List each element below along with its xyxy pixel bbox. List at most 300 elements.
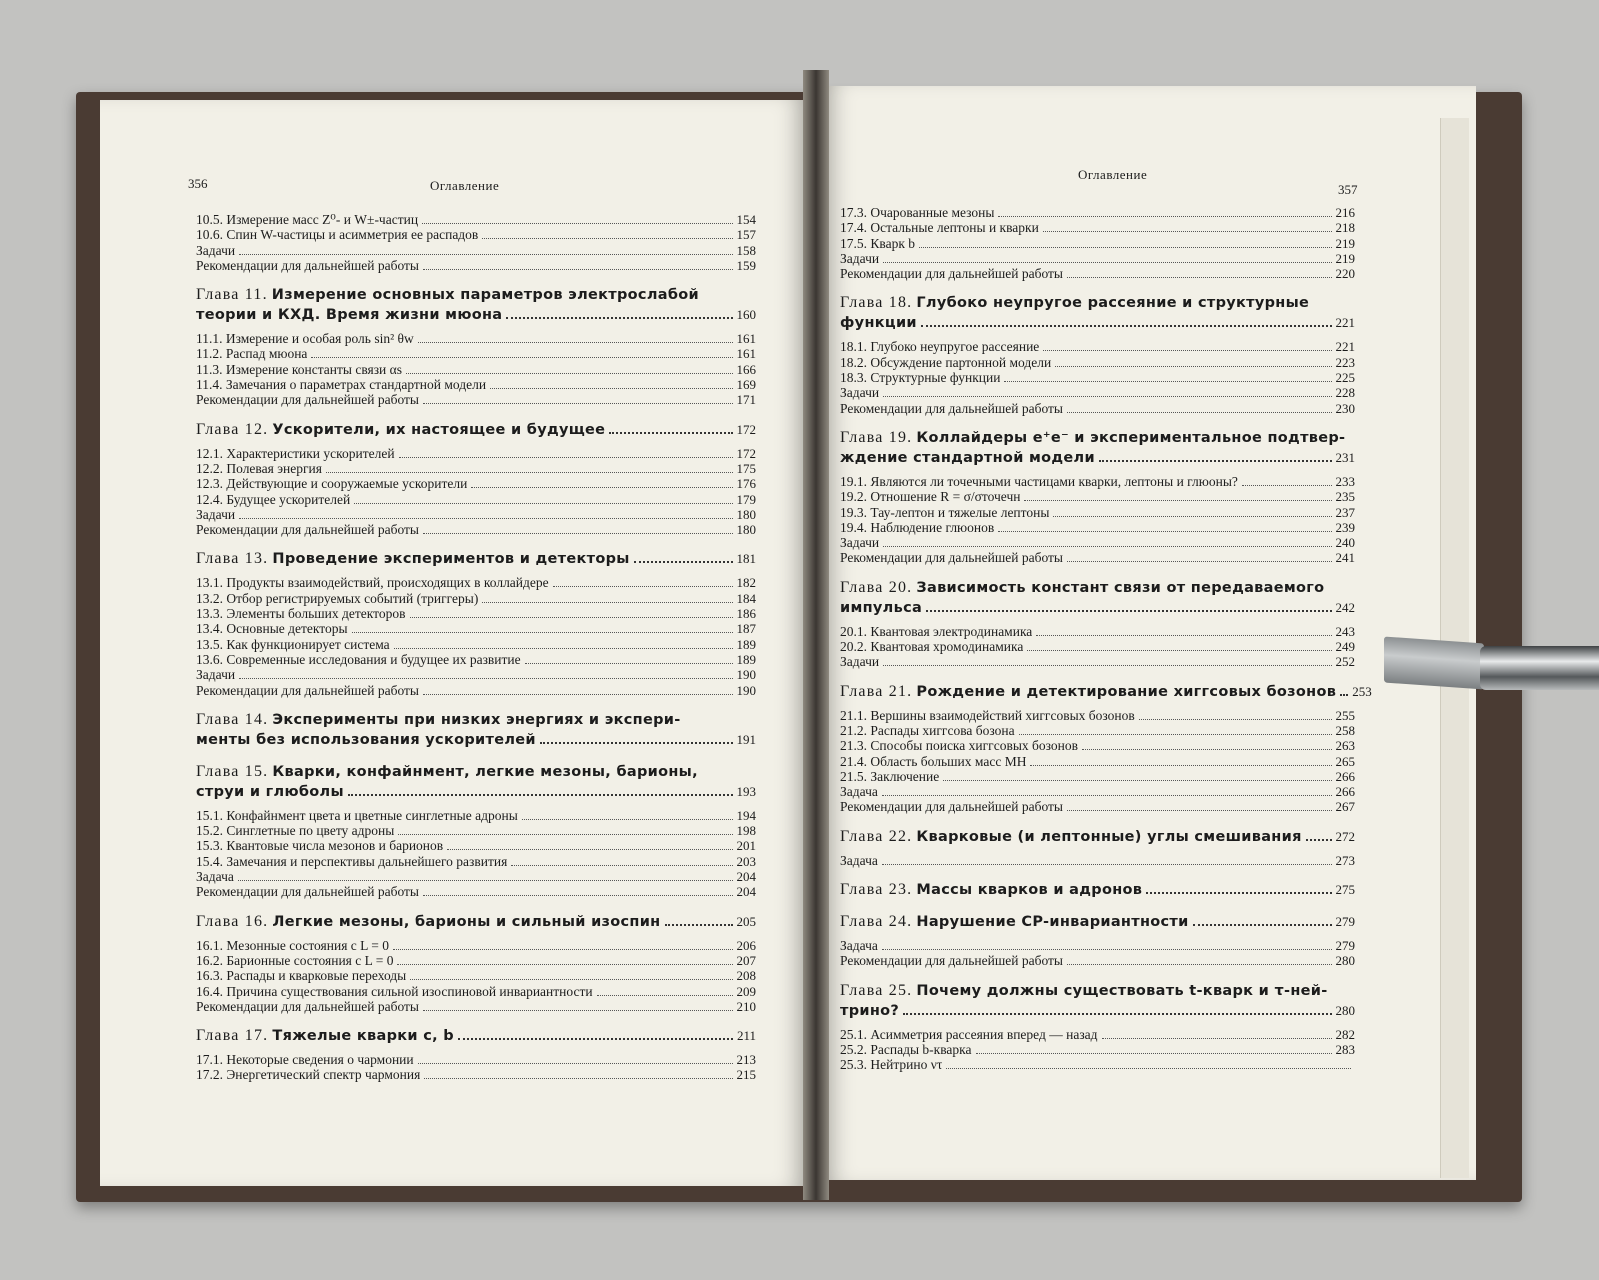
toc-page-number: 180 — [736, 522, 756, 538]
toc-leader-dots — [398, 824, 732, 835]
toc-section-title: 10.5. Измерение масс Z⁰- и W±-частиц — [196, 212, 419, 227]
toc-section-title: 21.4. Область больших масс MH — [840, 753, 1027, 769]
toc-chapter-line — [196, 285, 756, 305]
toc-section-entry — [840, 769, 1355, 784]
toc-section-title: Рекомендации для дальнейшей работы — [196, 998, 420, 1014]
toc-section-entry — [196, 522, 756, 537]
toc-chapter-label: Глава 23. — [840, 881, 913, 899]
toc-page-number: 237 — [1335, 504, 1355, 520]
toc-section-entry — [196, 808, 756, 823]
toc-section-entry — [840, 489, 1355, 504]
toc-section-title: Задача — [840, 852, 878, 868]
toc-leader-dots — [482, 228, 732, 239]
toc-chapter-line — [196, 549, 756, 569]
toc-chapter-label: Глава 12. — [196, 420, 269, 438]
toc-leader-dots — [447, 839, 732, 850]
toc-page-number: 209 — [736, 983, 756, 999]
toc-section-entry — [840, 1027, 1355, 1042]
toc-section-entry — [196, 492, 756, 507]
toc-section-entry — [840, 654, 1355, 669]
toc-leader-dots — [882, 785, 1332, 796]
toc-section-entry — [196, 838, 756, 853]
toc-chapter-title: Ускорители, их настоящее и будущее — [272, 421, 606, 438]
toc-section-title: 17.3. Очарованные мезоны — [840, 205, 995, 220]
toc-leader-dots — [883, 536, 1331, 547]
toc-left-column — [196, 212, 756, 1083]
toc-page-number: 221 — [1335, 339, 1355, 355]
toc-page-number: 204 — [736, 884, 756, 900]
toc-chapter-title: Коллайдеры e⁺e⁻ и экспериментальное подтвер- — [916, 429, 1346, 446]
toc-section-title: 16.1. Мезонные состояния с L = 0 — [196, 937, 390, 953]
toc-page-number: 154 — [736, 212, 756, 227]
toc-section-entry — [196, 869, 756, 884]
toc-page-number: 243 — [1335, 623, 1355, 639]
toc-section-entry — [196, 652, 756, 667]
toc-leader-dots — [1043, 221, 1332, 232]
toc-section-entry — [840, 953, 1355, 968]
toc-section-title: 20.1. Квантовая электродинамика — [840, 623, 1033, 639]
toc-chapter-line — [840, 313, 1355, 333]
toc-chapter-label: Глава 20. — [840, 578, 913, 596]
toc-page-number: 172 — [736, 445, 756, 461]
toc-chapter-entry — [840, 880, 1355, 900]
toc-page-number: 266 — [1335, 768, 1355, 784]
toc-chapter-line — [196, 762, 756, 782]
toc-leader-dots — [525, 653, 733, 664]
toc-chapter-entry — [196, 710, 756, 750]
toc-section-entry — [196, 637, 756, 652]
toc-leader-dots — [1146, 882, 1331, 894]
toc-section-entry — [196, 575, 756, 590]
toc-chapter-label: Глава 24. — [840, 913, 913, 931]
toc-leader-dots — [976, 1043, 1332, 1054]
toc-page-number: 219 — [1335, 250, 1355, 266]
toc-leader-dots — [1306, 829, 1332, 841]
toc-page-number: 193 — [736, 783, 756, 799]
toc-leader-dots — [418, 1053, 733, 1064]
toc-leader-dots — [354, 493, 732, 504]
toc-page-number: 203 — [736, 853, 756, 869]
toc-section-title: 19.1. Являются ли точечными частицами кварки, лептоны и глюоны? — [840, 473, 1238, 489]
toc-chapter-entry — [196, 1026, 756, 1046]
toc-section-entry — [840, 535, 1355, 550]
toc-page-number: 255 — [1335, 707, 1355, 723]
toc-section-entry — [196, 854, 756, 869]
toc-leader-dots — [352, 622, 733, 633]
toc-leader-dots — [1019, 724, 1332, 735]
toc-section-title: 12.1. Характеристики ускорителей — [196, 445, 395, 461]
toc-section-entry — [840, 339, 1355, 354]
toc-section-title: Рекомендации для дальнейшей работы — [840, 400, 1064, 416]
toc-leader-dots — [553, 576, 733, 587]
toc-chapter-title: Кварки, конфайнмент, легкие мезоны, барионы, — [272, 763, 698, 780]
left-page-number: 356 — [188, 176, 208, 191]
toc-section-entry — [840, 251, 1355, 266]
toc-leader-dots — [458, 1028, 733, 1040]
pen-clip — [1384, 637, 1484, 690]
toc-leader-dots — [926, 600, 1331, 612]
toc-chapter-entry — [196, 420, 756, 440]
pen-barrel — [1480, 646, 1599, 690]
toc-chapter-text — [840, 880, 1142, 900]
toc-leader-dots — [482, 592, 732, 603]
toc-chapter-entry — [840, 981, 1355, 1021]
toc-section-title: Задача — [196, 869, 234, 885]
toc-page-number: 189 — [736, 636, 756, 652]
toc-section-title: 19.3. Тау-лептон и тяжелые лептоны — [840, 504, 1050, 520]
toc-page-number: 187 — [736, 621, 756, 637]
toc-page-number: 280 — [1335, 1002, 1355, 1018]
toc-chapter-line — [196, 782, 756, 802]
toc-leader-dots — [418, 332, 733, 343]
toc-leader-dots — [311, 347, 732, 358]
toc-page-number: 191 — [736, 731, 756, 747]
toc-section-entry — [840, 266, 1355, 281]
toc-page-number: 160 — [736, 307, 756, 323]
toc-leader-dots — [410, 607, 733, 618]
toc-leader-dots — [1067, 267, 1331, 278]
toc-chapter-title: Легкие мезоны, барионы и сильный изоспин — [272, 913, 661, 930]
toc-section-title: Рекомендации для дальнейшей работы — [840, 799, 1064, 815]
toc-section-title: 12.2. Полевая энергия — [196, 460, 322, 476]
toc-leader-dots — [348, 784, 733, 796]
toc-page-number: 194 — [736, 807, 756, 823]
toc-section-entry — [196, 938, 756, 953]
toc-section-title: Задачи — [840, 385, 880, 401]
toc-leader-dots — [506, 307, 732, 319]
toc-page-number: 205 — [736, 913, 756, 929]
book-gutter — [803, 70, 829, 1200]
toc-page-number: 159 — [736, 257, 756, 273]
toc-chapter-entry — [840, 827, 1355, 847]
toc-chapter-entry — [840, 428, 1355, 468]
toc-section-title: Рекомендации для дальнейшей работы — [196, 682, 420, 698]
toc-page-number: 190 — [736, 667, 756, 683]
toc-leader-dots — [882, 854, 1332, 865]
toc-chapter-line — [840, 981, 1355, 1001]
toc-page-number: 272 — [1335, 828, 1355, 844]
toc-chapter-title: Кварковые (и лептонные) углы смешивания — [916, 828, 1302, 845]
toc-page-number: 172 — [736, 421, 756, 437]
toc-leader-dots — [1024, 490, 1331, 501]
toc-chapter-title: Почему должны существовать t-кварк и τ-ней- — [916, 982, 1328, 999]
toc-chapter-label: Глава 17. — [196, 1027, 269, 1045]
right-running-header: Оглавление — [1078, 167, 1148, 182]
toc-page-number: 282 — [1335, 1026, 1355, 1042]
toc-chapter-title: Зависимость констант связи от передаваемого — [916, 579, 1325, 596]
toc-section-title: 12.3. Действующие и сооружаемые ускорители — [196, 476, 468, 492]
toc-chapter-text — [196, 782, 344, 802]
toc-section-entry — [840, 505, 1355, 520]
toc-chapter-text — [840, 448, 1095, 468]
toc-chapter-line — [840, 428, 1355, 448]
toc-chapter-line — [840, 598, 1355, 618]
toc-chapter-title: Массы кварков и адронов — [916, 882, 1143, 899]
toc-chapter-title: менты без использования ускорителей — [196, 731, 536, 748]
toc-page-number: 207 — [736, 952, 756, 968]
toc-page-number: 231 — [1335, 449, 1355, 465]
toc-section-title: 15.2. Синглетные по цвету адроны — [196, 823, 395, 839]
toc-chapter-title: трино? — [840, 1002, 900, 1019]
toc-section-entry — [840, 550, 1355, 565]
toc-section-entry — [196, 591, 756, 606]
toc-chapter-title: Тяжелые кварки c, b — [272, 1028, 454, 1045]
toc-leader-dots — [406, 363, 733, 374]
toc-leader-dots — [998, 206, 1331, 217]
toc-leader-dots — [1067, 402, 1331, 413]
toc-chapter-label: Глава 21. — [840, 682, 913, 700]
toc-chapter-line — [840, 448, 1355, 468]
toc-leader-dots — [522, 809, 733, 820]
toc-section-title: 25.2. Распады b-кварка — [840, 1041, 972, 1057]
toc-section-title: 18.3. Структурные функции — [840, 370, 1001, 386]
toc-page-number: 175 — [736, 460, 756, 476]
toc-section-entry — [840, 754, 1355, 769]
toc-chapter-text — [196, 420, 605, 440]
toc-leader-dots — [1102, 1028, 1332, 1039]
toc-section-entry — [196, 377, 756, 392]
toc-section-entry — [840, 853, 1355, 868]
toc-section-entry — [196, 823, 756, 838]
toc-section-entry — [840, 624, 1355, 639]
toc-section-title: 13.4. Основные детекторы — [196, 621, 348, 637]
toc-section-entry — [196, 446, 756, 461]
toc-section-entry — [196, 362, 756, 377]
toc-section-entry — [196, 999, 756, 1014]
toc-section-title: 17.1. Некоторые сведения о чармонии — [196, 1052, 414, 1068]
toc-section-title: 10.6. Спин W-частицы и асимметрия ее распадов — [196, 227, 479, 243]
toc-section-title: 13.5. Как функционирует система — [196, 636, 390, 652]
toc-leader-dots — [1027, 640, 1331, 651]
toc-section-entry — [840, 355, 1355, 370]
toc-chapter-entry — [196, 912, 756, 932]
toc-chapter-text — [196, 730, 536, 750]
toc-chapter-title: Эксперименты при низких энергиях и экспери- — [272, 711, 681, 728]
toc-chapter-title: струи и глюболы — [196, 783, 344, 800]
toc-section-title: Рекомендации для дальнейшей работы — [840, 266, 1064, 282]
right-page-number: 357 — [1338, 182, 1358, 197]
toc-section-title: 15.3. Квантовые числа мезонов и барионов — [196, 838, 444, 854]
toc-leader-dots — [423, 885, 732, 896]
toc-leader-dots — [423, 684, 732, 695]
toc-leader-dots — [882, 939, 1332, 950]
toc-chapter-label: Глава 18. — [840, 294, 913, 312]
toc-section-entry — [196, 1052, 756, 1067]
toc-section-entry — [840, 784, 1355, 799]
toc-page-number: 241 — [1335, 550, 1355, 566]
toc-section-title: Задача — [840, 938, 878, 954]
toc-leader-dots — [423, 523, 732, 534]
toc-section-title: Задачи — [196, 242, 236, 258]
toc-chapter-line — [840, 827, 1355, 847]
toc-section-title: 13.3. Элементы больших детекторов — [196, 606, 406, 622]
toc-chapter-text — [196, 549, 630, 569]
toc-section-entry — [840, 938, 1355, 953]
toc-leader-dots — [239, 668, 732, 679]
toc-page-number: 218 — [1335, 220, 1355, 236]
toc-section-entry — [196, 461, 756, 476]
toc-leader-dots — [1055, 356, 1331, 367]
toc-section-entry — [840, 205, 1355, 220]
toc-section-title: 16.3. Распады и кварковые переходы — [196, 968, 407, 984]
toc-section-entry — [840, 1042, 1355, 1057]
toc-section-entry — [840, 799, 1355, 814]
toc-leader-dots — [511, 855, 732, 866]
toc-section-title: Рекомендации для дальнейшей работы — [196, 884, 420, 900]
toc-section-entry — [196, 968, 756, 983]
toc-section-title: 15.1. Конфайнмент цвета и цветные синглетные адроны — [196, 807, 518, 823]
toc-leader-dots — [943, 770, 1331, 781]
toc-chapter-text — [196, 710, 681, 730]
toc-chapter-label: Глава 15. — [196, 762, 269, 780]
toc-leader-dots — [883, 252, 1331, 263]
toc-section-title: 13.2. Отбор регистрируемых событий (триггеры) — [196, 590, 479, 606]
toc-section-title: 20.2. Квантовая хромодинамика — [840, 639, 1024, 655]
toc-chapter-label: Глава 22. — [840, 827, 913, 845]
toc-section-entry — [196, 953, 756, 968]
toc-leader-dots — [883, 386, 1331, 397]
toc-chapter-text — [196, 762, 698, 782]
toc-leader-dots — [609, 422, 732, 434]
toc-page-number: 283 — [1335, 1041, 1355, 1057]
toc-section-entry — [196, 346, 756, 361]
toc-leader-dots — [471, 477, 732, 488]
toc-leader-dots — [1004, 371, 1331, 382]
toc-section-entry — [196, 1067, 756, 1082]
toc-section-entry — [840, 401, 1355, 416]
toc-page-number: 180 — [736, 506, 756, 522]
toc-section-entry — [840, 474, 1355, 489]
toc-section-entry — [196, 621, 756, 636]
toc-section-title: 18.1. Глубоко неупругое рассеяние — [840, 339, 1040, 355]
toc-leader-dots — [423, 259, 732, 270]
toc-section-entry — [196, 606, 756, 621]
toc-section-entry — [840, 236, 1355, 251]
toc-section-title: 16.2. Барионные состояния с L = 0 — [196, 952, 394, 968]
toc-page-number: 206 — [736, 937, 756, 953]
toc-section-title: 17.2. Энергетический спектр чармония — [196, 1067, 421, 1083]
toc-section-title: 25.1. Асимметрия рассеяния вперед — назад — [840, 1026, 1098, 1042]
toc-chapter-line — [840, 293, 1355, 313]
toc-section-title: 17.4. Остальные лептоны и кварки — [840, 220, 1039, 236]
toc-section-entry — [840, 520, 1355, 535]
toc-page-number: 279 — [1335, 914, 1355, 930]
toc-leader-dots — [665, 914, 733, 926]
toc-chapter-title: Нарушение CP-инвариантности — [916, 914, 1189, 931]
toc-page-number: 279 — [1335, 938, 1355, 954]
toc-section-entry — [840, 723, 1355, 738]
toc-leader-dots — [424, 1068, 732, 1079]
toc-page-number: 263 — [1335, 738, 1355, 754]
toc-leader-dots — [422, 213, 732, 224]
toc-leader-dots — [490, 378, 732, 389]
toc-section-title: Рекомендации для дальнейшей работы — [840, 550, 1064, 566]
toc-chapter-text — [196, 1026, 454, 1046]
toc-page-number: 157 — [736, 227, 756, 243]
toc-leader-dots — [397, 954, 732, 965]
toc-chapter-line — [196, 912, 756, 932]
toc-page-number: 190 — [736, 682, 756, 698]
toc-chapter-text — [840, 293, 1309, 313]
toc-chapter-line — [840, 682, 1372, 702]
toc-leader-dots — [393, 939, 732, 950]
toc-leader-dots — [423, 1000, 732, 1011]
toc-chapter-entry — [196, 549, 756, 569]
toc-chapter-text — [840, 682, 1336, 702]
toc-chapter-label: Глава 11. — [196, 286, 268, 304]
toc-section-title: Рекомендации для дальнейшей работы — [196, 392, 420, 408]
toc-leader-dots — [1030, 755, 1331, 766]
toc-leader-dots — [399, 447, 733, 458]
toc-section-entry — [840, 708, 1355, 723]
toc-leader-dots — [238, 870, 733, 881]
toc-page-number: 233 — [1335, 473, 1355, 489]
toc-page-number: 265 — [1335, 753, 1355, 769]
toc-leader-dots — [423, 393, 732, 404]
toc-leader-dots — [634, 551, 733, 563]
toc-section-title: Задачи — [196, 667, 236, 683]
toc-leader-dots — [1043, 340, 1331, 351]
toc-page-number: 223 — [1335, 354, 1355, 370]
toc-chapter-text — [840, 1001, 899, 1021]
toc-section-title: 12.4. Будущее ускорителей — [196, 491, 351, 507]
toc-section-title: 17.5. Кварк b — [840, 235, 916, 251]
toc-leader-dots — [1036, 625, 1331, 636]
toc-page-number: 169 — [736, 377, 756, 393]
toc-section-title: Рекомендации для дальнейшей работы — [196, 257, 420, 273]
toc-page-number: 171 — [736, 392, 756, 408]
toc-page-number: 166 — [736, 361, 756, 377]
toc-section-title: Задачи — [840, 250, 880, 266]
toc-page-number: 204 — [736, 869, 756, 885]
toc-page-number: 230 — [1335, 400, 1355, 416]
toc-page-number: 161 — [736, 331, 756, 347]
toc-chapter-line — [196, 420, 756, 440]
toc-leader-dots — [410, 969, 732, 980]
toc-chapter-text — [196, 912, 661, 932]
toc-chapter-line — [196, 1026, 756, 1046]
toc-section-title: 16.4. Причина существования сильной изоспиновой инвариантности — [196, 983, 593, 999]
toc-section-title: Рекомендации для дальнейшей работы — [196, 522, 420, 538]
toc-section-entry — [196, 258, 756, 273]
toc-page-number: 219 — [1335, 235, 1355, 251]
toc-section-title: 19.2. Отношение R = σ/σточечн — [840, 489, 1021, 505]
toc-section-title: 21.2. Распады хиггсова бозона — [840, 722, 1015, 738]
toc-section-title: 13.6. Современные исследования и будущее их развитие — [196, 651, 521, 667]
toc-section-title: 21.3. Способы поиска хиггсовых бозонов — [840, 738, 1078, 754]
toc-section-entry — [196, 243, 756, 258]
toc-page-number: 182 — [736, 575, 756, 591]
toc-chapter-line — [196, 305, 756, 325]
toc-chapter-title: Измерение основных параметров электрослабой — [271, 287, 699, 304]
toc-leader-dots — [1139, 709, 1332, 720]
toc-section-entry — [196, 507, 756, 522]
toc-chapter-text — [840, 313, 917, 333]
toc-section-title: 11.2. Распад мюона — [196, 346, 308, 362]
toc-page-number: 181 — [736, 551, 756, 567]
toc-leader-dots — [903, 1003, 1331, 1015]
toc-page-number: 215 — [736, 1067, 756, 1083]
toc-leader-dots — [883, 655, 1331, 666]
toc-leader-dots — [326, 462, 733, 473]
toc-page-number: 189 — [736, 651, 756, 667]
toc-section-title: Задачи — [840, 535, 880, 551]
toc-page-number: 198 — [736, 823, 756, 839]
toc-chapter-label: Глава 19. — [840, 428, 913, 446]
toc-page-number: 179 — [736, 491, 756, 507]
toc-leader-dots — [597, 985, 733, 996]
pen — [1384, 636, 1599, 692]
